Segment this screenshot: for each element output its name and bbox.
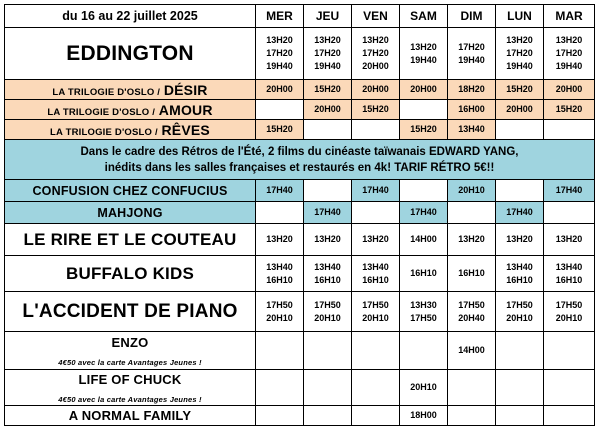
showtime: 14H00: [410, 234, 437, 244]
showtime: 17H50: [410, 312, 437, 323]
showtime-cell: [256, 100, 304, 120]
showtime-cell: [496, 28, 544, 80]
showtime: 13H20: [458, 234, 485, 244]
showtime-cell: [544, 406, 595, 426]
showtime: 20H00: [555, 84, 583, 94]
showtime: 19H40: [458, 54, 485, 65]
showtime: 17H40: [410, 207, 437, 217]
showtime-cell: [400, 202, 448, 224]
showtime-cell: [256, 180, 304, 202]
showtime-cell: [448, 180, 496, 202]
header-row: [5, 5, 595, 28]
showtime-cell: [448, 370, 496, 406]
showtime-cell: [544, 202, 595, 224]
film-row: [5, 202, 595, 224]
showtime: 18H00: [410, 410, 437, 420]
showtime-cell: [256, 332, 304, 370]
showtime: 16H10: [555, 274, 583, 285]
showtime: 20H10: [458, 185, 485, 195]
showtime: 17H20: [458, 41, 485, 52]
showtime-cell: [304, 180, 352, 202]
showtime-cell: [400, 180, 448, 202]
showtime-cell: [352, 120, 400, 140]
showtime-cell: [256, 406, 304, 426]
showtime-cell: [544, 28, 595, 80]
showtime-cell: [304, 224, 352, 256]
showtime-cell: [448, 28, 496, 80]
showtime-cell: [544, 224, 595, 256]
showtime-cell: [448, 120, 496, 140]
showtime: 20H00: [410, 84, 437, 94]
showtime-cell: [352, 256, 400, 292]
showtime: 15H20: [314, 84, 341, 94]
showtime: 17H50: [314, 299, 341, 310]
showtime: 15H20: [362, 104, 389, 114]
showtime: 17H40: [506, 207, 533, 217]
showtime: 17H40: [314, 207, 341, 217]
showtime: 13H20: [555, 35, 583, 45]
showtime: 17H20: [314, 48, 341, 58]
showtime-cell: [400, 406, 448, 426]
showtime: 13H20: [314, 35, 341, 45]
showtime-cell: [496, 180, 544, 202]
film-title: EDDINGTON: [5, 28, 256, 80]
showtime-cell: [496, 202, 544, 224]
showtime: 13H20: [362, 234, 389, 244]
showtime-cell: [256, 120, 304, 140]
showtime-cell: [256, 28, 304, 80]
day-header: VEN: [352, 5, 400, 28]
showtime-cell: [352, 224, 400, 256]
showtime: 14H00: [458, 345, 485, 355]
showtime: 16H10: [362, 274, 389, 285]
showtime: 20H40: [458, 312, 485, 323]
showtime: 13H20: [410, 41, 437, 52]
film-row: [5, 100, 595, 120]
showtime-cell: [352, 100, 400, 120]
showtime-cell: [256, 292, 304, 332]
showtime-cell: [304, 80, 352, 100]
showtime-cell: [400, 370, 448, 406]
schedule-table: [4, 4, 595, 426]
showtime: 15H20: [506, 84, 533, 94]
showtime-cell: [544, 332, 595, 370]
banner-line: Dans le cadre des Rétros de l'Été, 2 films du cinéaste taïwanais EDWARD YANG,: [80, 145, 519, 158]
showtime-cell: [304, 28, 352, 80]
showtime: 20H00: [362, 61, 389, 71]
film-title: A NORMAL FAMILY: [5, 406, 256, 426]
showtime-cell: [304, 406, 352, 426]
film-title: LE RIRE ET LE COUTEAU: [5, 224, 256, 256]
showtime-cell: [448, 224, 496, 256]
showtime-cell: [256, 202, 304, 224]
film-row: [5, 28, 595, 80]
showtime-cell: [448, 202, 496, 224]
showtime-cell: [448, 406, 496, 426]
showtime-cell: [544, 80, 595, 100]
showtime: 20H10: [314, 312, 341, 323]
showtime-cell: [304, 332, 352, 370]
showtime-cell: [496, 120, 544, 140]
showtime-cell: [256, 80, 304, 100]
showtime-cell: [256, 224, 304, 256]
showtime: 17H40: [266, 185, 293, 195]
showtime-cell: [400, 224, 448, 256]
showtime-cell: [400, 292, 448, 332]
showtime: 20H10: [362, 312, 389, 323]
showtime: 13H20: [506, 234, 533, 244]
showtime: 16H00: [458, 104, 485, 114]
showtime-cell: [352, 28, 400, 80]
showtime: 20H00: [506, 104, 533, 114]
showtime: 16H10: [266, 274, 293, 285]
banner-line: inédits dans les salles françaises et restaurés en 4k! TARIF RÉTRO 5€!!: [104, 161, 495, 174]
film-prefix: LA TRILOGIE D'OSLO /: [50, 126, 158, 138]
film-title: [5, 332, 256, 370]
showtime-cell: [256, 370, 304, 406]
showtime-cell: [544, 120, 595, 140]
showtime-cell: [304, 292, 352, 332]
showtime-cell: [352, 202, 400, 224]
showtime-cell: [448, 256, 496, 292]
film-prefix: LA TRILOGIE D'OSLO /: [47, 106, 156, 118]
showtime: 20H00: [362, 84, 389, 94]
showtime: 15H20: [266, 124, 293, 134]
showtime-cell: [304, 370, 352, 406]
showtime: 17H50: [555, 299, 583, 310]
showtime-cell: [496, 332, 544, 370]
schedule: [4, 4, 596, 427]
film-title: [5, 80, 256, 100]
date-range: du 16 au 22 juillet 2025: [5, 5, 256, 28]
showtime-cell: [544, 292, 595, 332]
showtime-cell: [304, 202, 352, 224]
showtime: 13H20: [266, 35, 293, 45]
film-row: [5, 332, 595, 370]
showtime: 13H20: [314, 234, 341, 244]
showtime: 13H40: [266, 261, 293, 272]
showtime-cell: [400, 80, 448, 100]
showtime-cell: [352, 292, 400, 332]
showtime: 16H10: [506, 274, 533, 285]
showtime: 15H20: [555, 104, 583, 114]
day-header: JEU: [304, 5, 352, 28]
day-header: MAR: [544, 5, 595, 28]
showtime-cell: [496, 292, 544, 332]
showtime: 20H00: [266, 84, 293, 94]
showtime: 17H50: [362, 299, 389, 310]
showtime-cell: [352, 180, 400, 202]
showtime-cell: [304, 120, 352, 140]
film-title: [5, 370, 256, 406]
film-subtitle: 4€50 avec la carte Avantages Jeunes !: [58, 357, 202, 367]
retro-banner: [5, 140, 595, 180]
showtime-cell: [352, 332, 400, 370]
showtime: 13H40: [458, 124, 485, 134]
showtime-cell: [448, 292, 496, 332]
showtime-cell: [496, 370, 544, 406]
showtime: 17H20: [555, 48, 583, 58]
showtime-cell: [496, 256, 544, 292]
film-row: [5, 80, 595, 100]
showtime: 19H40: [555, 61, 583, 71]
film-suffix: AMOUR: [158, 101, 213, 118]
film-row: [5, 256, 595, 292]
showtime-cell: [400, 120, 448, 140]
showtime: 19H40: [314, 61, 341, 71]
showtime: 17H40: [362, 185, 389, 195]
film-title: BUFFALO KIDS: [5, 256, 256, 292]
banner-row: [5, 140, 595, 180]
showtime: 17H50: [458, 299, 485, 310]
day-header: SAM: [400, 5, 448, 28]
showtime-cell: [352, 80, 400, 100]
showtime-cell: [400, 28, 448, 80]
film-suffix: RÊVES: [161, 121, 210, 138]
showtime: 13H40: [506, 261, 533, 272]
showtime-cell: [400, 256, 448, 292]
day-header: DIM: [448, 5, 496, 28]
showtime-cell: [400, 100, 448, 120]
showtime: 16H10: [410, 268, 437, 278]
showtime-cell: [400, 332, 448, 370]
showtime: 16H10: [458, 268, 485, 278]
showtime: 20H10: [266, 312, 293, 323]
showtime-cell: [448, 100, 496, 120]
showtime: 20H00: [314, 104, 341, 114]
showtime-cell: [544, 100, 595, 120]
showtime: 13H40: [314, 261, 341, 272]
showtime: 16H10: [314, 274, 341, 285]
showtime: 20H10: [506, 312, 533, 323]
film-row: [5, 120, 595, 140]
day-header: MER: [256, 5, 304, 28]
film-title: CONFUSION CHEZ CONFUCIUS: [5, 180, 256, 202]
showtime-cell: [304, 100, 352, 120]
showtime: 20H10: [410, 382, 437, 392]
film-row: [5, 180, 595, 202]
showtime: 17H20: [362, 48, 389, 58]
film-prefix: LA TRILOGIE D'OSLO /: [52, 86, 161, 98]
showtime: 17H50: [506, 299, 533, 310]
showtime-cell: [304, 256, 352, 292]
showtime-cell: [496, 406, 544, 426]
film-title: MAHJONG: [5, 202, 256, 224]
showtime: 17H20: [506, 48, 533, 58]
film-title: [5, 100, 256, 120]
film-subtitle: 4€50 avec la carte Avantages Jeunes !: [58, 394, 202, 404]
showtime-cell: [496, 80, 544, 100]
film-title: L'ACCIDENT DE PIANO: [5, 292, 256, 332]
day-header: LUN: [496, 5, 544, 28]
showtime: 13H20: [362, 35, 389, 45]
showtime-cell: [352, 406, 400, 426]
showtime-cell: [544, 180, 595, 202]
showtime: 19H40: [266, 61, 293, 71]
showtime-cell: [496, 224, 544, 256]
film-title: [5, 120, 256, 140]
showtime: 17H50: [266, 299, 293, 310]
showtime: 13H40: [362, 261, 389, 272]
showtime: 13H20: [555, 234, 583, 244]
showtime: 13H30: [410, 299, 437, 310]
showtime: 17H40: [555, 185, 583, 195]
showtime: 13H40: [555, 261, 583, 272]
showtime: 13H20: [506, 35, 533, 45]
showtime-cell: [448, 332, 496, 370]
showtime: 20H10: [555, 312, 583, 323]
showtime-cell: [448, 80, 496, 100]
film-row: [5, 406, 595, 426]
showtime-cell: [544, 370, 595, 406]
showtime: 19H40: [506, 61, 533, 71]
film-row: [5, 292, 595, 332]
film-name: ENZO: [111, 334, 149, 350]
showtime: 19H40: [410, 54, 437, 65]
showtime-cell: [544, 256, 595, 292]
showtime-cell: [256, 256, 304, 292]
showtime-cell: [496, 100, 544, 120]
showtime-cell: [352, 370, 400, 406]
showtime: 13H20: [266, 234, 293, 244]
showtime: 18H20: [458, 84, 485, 94]
showtime: 17H20: [266, 48, 293, 58]
film-suffix: DÉSIR: [163, 81, 208, 98]
film-name: LIFE OF CHUCK: [78, 371, 182, 387]
film-row: [5, 224, 595, 256]
film-row: [5, 370, 595, 406]
showtime: 15H20: [410, 124, 437, 134]
